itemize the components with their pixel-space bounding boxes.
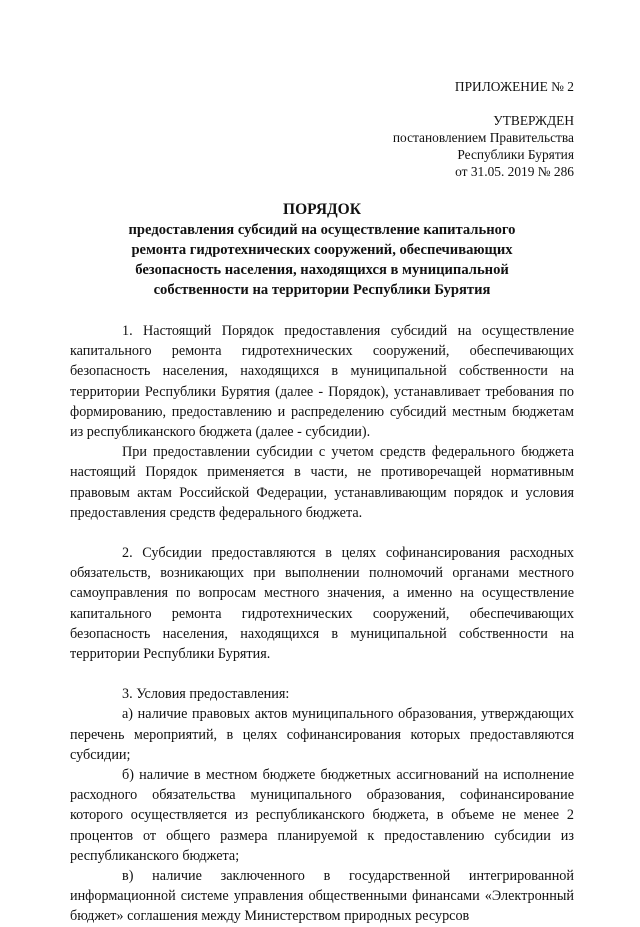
paragraph-3c: в) наличие заключенного в государственной интегрированной информационной системе управления общественными финансами «Электронный бюджет» соглашения между Министерством природных ресурсов	[70, 868, 574, 925]
approved-label: УТВЕРЖДЕН	[493, 113, 574, 128]
title-subtitle-line-1: предоставления субсидий на осуществление капитального	[128, 222, 516, 238]
title-main: ПОРЯДОК	[283, 201, 361, 218]
title-subtitle-line-3: безопасность населения, находящихся в муниципальной	[135, 262, 509, 278]
paragraph-1-federal: При предоставлении субсидии с учетом средств федерального бюджета настоящий Порядок применяется в части, не противоречащей нормативным правовым актам Российской Федерации, устанавливающим порядок и условия предоставления средств федерального бюджета.	[70, 444, 574, 521]
paragraph-3b: б) наличие в местном бюджете бюджетных ассигнований на исполнение расходного обязательства муниципального образования, софинансирование которого осуществляется из республиканского бюджета, в объеме не менее 2 процентов от общего размера планируемой к предоставлению субсидии из республиканского бюджета;	[70, 767, 574, 864]
approval-block	[393, 112, 574, 180]
paragraph-1: 1. Настоящий Порядок предоставления субсидий на осуществление капитального ремонта гидротехнических сооружений, обеспечивающих безопасность населения, находящихся в муниципальной собственности на территории Республики Бурятия (далее - Порядок), устанавливает требования по формированию, предоставлению и распределению субсидий местным бюджетам из республиканского бюджета (далее - субсидии).	[70, 323, 574, 441]
document-body	[70, 321, 574, 927]
paragraph-3a: а) наличие правовых актов муниципального образования, утверждающих перечень мероприятий, в целях софинансирования которых предоставляются субсидии;	[70, 706, 574, 763]
date-number-line: от 31.05. 2019 № 286	[455, 164, 574, 179]
paragraph-gap	[70, 523, 574, 543]
appendix-label: ПРИЛОЖЕНИЕ № 2	[454, 79, 574, 94]
document-title	[70, 200, 574, 300]
paragraph-gap	[70, 664, 574, 684]
republic-line: Республики Бурятия	[457, 147, 574, 162]
title-subtitle-line-2: ремонта гидротехнических сооружений, обеспечивающих	[131, 242, 513, 258]
resolution-line: постановлением Правительства	[392, 130, 574, 145]
title-subtitle-line-4: собственности на территории Республики Бурятия	[153, 282, 491, 298]
paragraph-3: 3. Условия предоставления:	[122, 686, 290, 703]
paragraph-2: 2. Субсидии предоставляются в целях софинансирования расходных обязательств, возникающих при выполнении полномочий органами местного самоуправления по вопросам местного значения, а именно на осуществление капитального ремонта гидротехнических сооружений, обеспечивающих безопасность населения, находящихся в муниципальной собственности на территории Республики Бурятия.	[70, 545, 574, 663]
